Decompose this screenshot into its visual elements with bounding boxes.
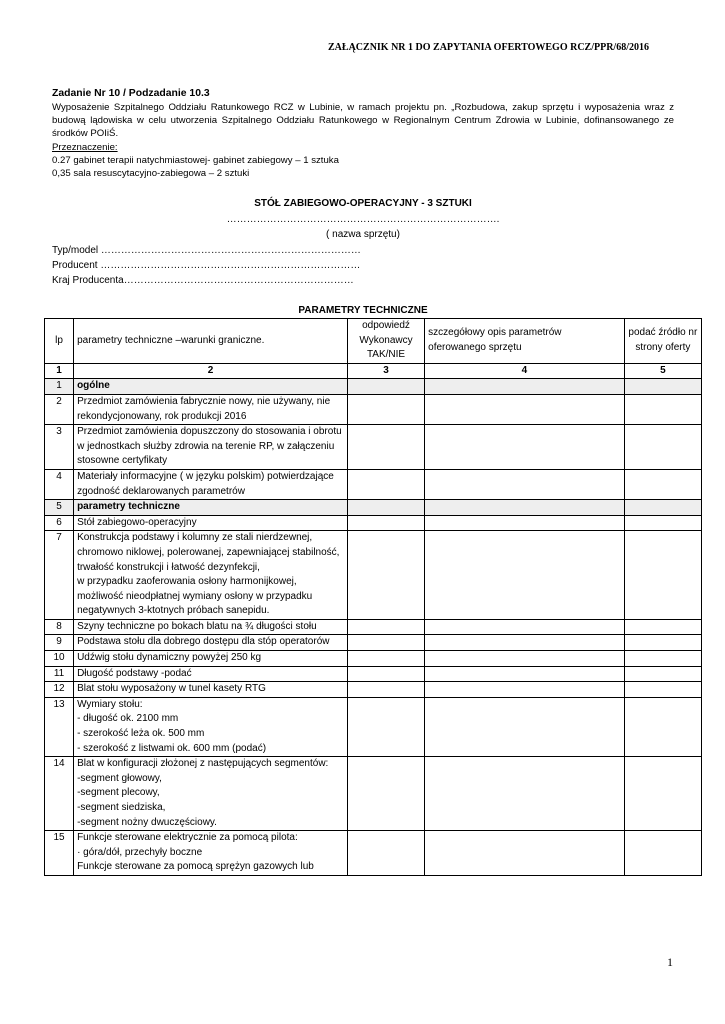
table-row — [45, 379, 702, 395]
row-lp: 5 — [45, 500, 74, 516]
field-producer: Producent …………………………………………………………………… — [52, 260, 361, 271]
row-source-cell[interactable] — [624, 635, 701, 651]
task-description: Wyposażenie Szpitalnego Oddziału Ratunkowego RCZ w Lubinie, w ramach projektu pn. „Rozbudowa, zakup sprzętu i wyposażenia wraz z budową lądowiska w celu utworzenia Szpitalnego Oddziału Ratunkowego w Regionalnym Centrum Zdrowia w Lubinie, dofinansowanego ze środków POIiŚ. — [52, 102, 674, 139]
row-description-cell[interactable] — [425, 469, 625, 499]
row-answer-cell[interactable] — [347, 635, 424, 651]
field-type-model: Typ/model …………………………………………………………………… — [52, 245, 361, 256]
row-description-cell[interactable] — [425, 757, 625, 831]
params-title: PARAMETRY TECHNICZNE — [298, 305, 428, 316]
row-lp: 11 — [45, 666, 74, 682]
table-row — [45, 831, 702, 876]
row-answer-cell[interactable] — [347, 697, 424, 756]
row-answer-cell[interactable] — [347, 531, 424, 620]
document-header: ZAŁĄCZNIK NR 1 DO ZAPYTANIA OFERTOWEGO RCZ/PPR/68/2016 — [328, 42, 649, 53]
page-number: 1 — [667, 955, 673, 969]
row-source-cell[interactable] — [624, 394, 701, 424]
table-row — [45, 500, 702, 516]
row-lp: 12 — [45, 682, 74, 698]
header-description: szczegółowy opis parametrów oferowanego sprzętu — [425, 319, 625, 364]
row-parameter: Szyny techniczne po bokach blatu na ¾ długości stołu — [74, 619, 348, 635]
row-answer-cell[interactable] — [347, 682, 424, 698]
column-number-row — [45, 363, 702, 379]
row-description-cell[interactable] — [425, 831, 625, 876]
params-table — [44, 318, 702, 876]
row-parameter: Wymiary stołu: - długość ok. 2100 mm - szerokość leża ok. 500 mm - szerokość z listwami ok. 600 mm (podać) — [74, 697, 348, 756]
column-number: 3 — [347, 363, 424, 379]
table-row — [45, 619, 702, 635]
table-row — [45, 469, 702, 499]
purpose-line: 0.27 gabinet terapii natychmiastowej- gabinet zabiegowy – 1 sztuka — [52, 155, 339, 166]
row-lp: 14 — [45, 757, 74, 831]
row-lp: 6 — [45, 515, 74, 531]
row-source-cell[interactable] — [624, 697, 701, 756]
row-answer-cell[interactable] — [347, 379, 424, 395]
field-country: Kraj Producenta…………………………………………………………… — [52, 275, 354, 286]
row-answer-cell[interactable] — [347, 757, 424, 831]
row-lp: 4 — [45, 469, 74, 499]
row-parameter: Blat w konfiguracji złożonej z następujących segmentów: -segment głowowy, -segment plecowy, -segment siedziska, -segment nożny dwuczęściowy. — [74, 757, 348, 831]
header-params: parametry techniczne –warunki graniczne. — [74, 319, 348, 364]
row-parameter: Długość podstawy -podać — [74, 666, 348, 682]
row-description-cell[interactable] — [425, 697, 625, 756]
row-description-cell[interactable] — [425, 379, 625, 395]
row-source-cell[interactable] — [624, 500, 701, 516]
row-source-cell[interactable] — [624, 425, 701, 470]
row-parameter: ogólne — [74, 379, 348, 395]
row-lp: 8 — [45, 619, 74, 635]
row-source-cell[interactable] — [624, 831, 701, 876]
task-title: Zadanie Nr 10 / Podzadanie 10.3 — [52, 88, 210, 99]
table-row — [45, 515, 702, 531]
row-parameter: Przedmiot zamówienia dopuszczony do stosowania i obrotu w jednostkach służby zdrowia na terenie RP, w załączeniu stosowne certyfikaty — [74, 425, 348, 470]
equipment-name-label: ( nazwa sprzętu) — [326, 229, 400, 240]
row-description-cell[interactable] — [425, 425, 625, 470]
row-source-cell[interactable] — [624, 619, 701, 635]
row-answer-cell[interactable] — [347, 666, 424, 682]
row-parameter: parametry techniczne — [74, 500, 348, 516]
row-parameter: Blat stołu wyposażony w tunel kasety RTG — [74, 682, 348, 698]
row-answer-cell[interactable] — [347, 500, 424, 516]
row-description-cell[interactable] — [425, 531, 625, 620]
row-lp: 15 — [45, 831, 74, 876]
equipment-fields — [52, 243, 361, 288]
row-source-cell[interactable] — [624, 469, 701, 499]
row-parameter: Funkcje sterowane elektrycznie za pomocą pilota: · góra/dół, przechyły boczne Funkcje sterowane za pomocą sprężyn gazowych lub — [74, 831, 348, 876]
row-source-cell[interactable] — [624, 666, 701, 682]
row-lp: 10 — [45, 651, 74, 667]
column-number: 4 — [425, 363, 625, 379]
column-number: 1 — [45, 363, 74, 379]
row-answer-cell[interactable] — [347, 515, 424, 531]
row-source-cell[interactable] — [624, 757, 701, 831]
row-source-cell[interactable] — [624, 651, 701, 667]
table-row — [45, 425, 702, 470]
row-parameter: Materiały informacyjne ( w języku polskim) potwierdzające zgodność deklarowanych parametrów — [74, 469, 348, 499]
row-description-cell[interactable] — [425, 515, 625, 531]
purpose-label: Przeznaczenie: — [52, 142, 118, 153]
row-description-cell[interactable] — [425, 682, 625, 698]
row-answer-cell[interactable] — [347, 831, 424, 876]
table-row — [45, 682, 702, 698]
row-lp: 7 — [45, 531, 74, 620]
row-answer-cell[interactable] — [347, 469, 424, 499]
row-parameter: Stół zabiegowo-operacyjny — [74, 515, 348, 531]
row-description-cell[interactable] — [425, 651, 625, 667]
row-lp: 9 — [45, 635, 74, 651]
row-description-cell[interactable] — [425, 619, 625, 635]
row-parameter: Konstrukcja podstawy i kolumny ze stali nierdzewnej, chromowo niklowej, polerowanej, zapewniającej stabilność, trwałość konstrukcji i łatwość dezynfekcji, w przypadku zaoferowania osłony harmonijkowej, możliwość nieodpłatnej wymiany osłony w przypadku negatywnych 3-ktotnych próbach sanepidu. — [74, 531, 348, 620]
table-row — [45, 757, 702, 831]
row-source-cell[interactable] — [624, 682, 701, 698]
row-description-cell[interactable] — [425, 666, 625, 682]
row-source-cell[interactable] — [624, 531, 701, 620]
row-description-cell[interactable] — [425, 635, 625, 651]
header-source: podać źródło nr strony oferty — [624, 319, 701, 364]
row-lp: 2 — [45, 394, 74, 424]
row-parameter: Podstawa stołu dla dobrego dostępu dla stóp operatorów — [74, 635, 348, 651]
table-row — [45, 635, 702, 651]
row-source-cell[interactable] — [624, 379, 701, 395]
equipment-title: STÓŁ ZABIEGOWO-OPERACYJNY - 3 SZTUKI — [254, 198, 472, 209]
row-answer-cell[interactable] — [347, 619, 424, 635]
row-lp: 3 — [45, 425, 74, 470]
header-lp: lp — [45, 319, 74, 364]
row-parameter: Przedmiot zamówienia fabrycznie nowy, nie używany, nie rekondycjonowany, rok produkcji 2016 — [74, 394, 348, 424]
row-description-cell[interactable] — [425, 500, 625, 516]
table-row — [45, 666, 702, 682]
row-description-cell[interactable] — [425, 394, 625, 424]
equipment-name-dots: ………………………………………………………………………. — [226, 214, 500, 225]
table-header-row — [45, 319, 702, 364]
column-number: 2 — [74, 363, 348, 379]
column-number: 5 — [624, 363, 701, 379]
row-answer-cell[interactable] — [347, 425, 424, 470]
row-answer-cell[interactable] — [347, 651, 424, 667]
purpose-line: 0,35 sala resuscytacyjno-zabiegowa – 2 sztuki — [52, 168, 250, 179]
table-row — [45, 697, 702, 756]
header-answer: odpowiedź Wykonawcy TAK/NIE — [347, 319, 424, 364]
purpose-section — [52, 141, 674, 180]
row-answer-cell[interactable] — [347, 394, 424, 424]
table-row — [45, 394, 702, 424]
row-parameter: Udźwig stołu dynamiczny powyżej 250 kg — [74, 651, 348, 667]
table-row — [45, 651, 702, 667]
row-source-cell[interactable] — [624, 515, 701, 531]
row-lp: 1 — [45, 379, 74, 395]
row-lp: 13 — [45, 697, 74, 756]
table-row — [45, 531, 702, 620]
